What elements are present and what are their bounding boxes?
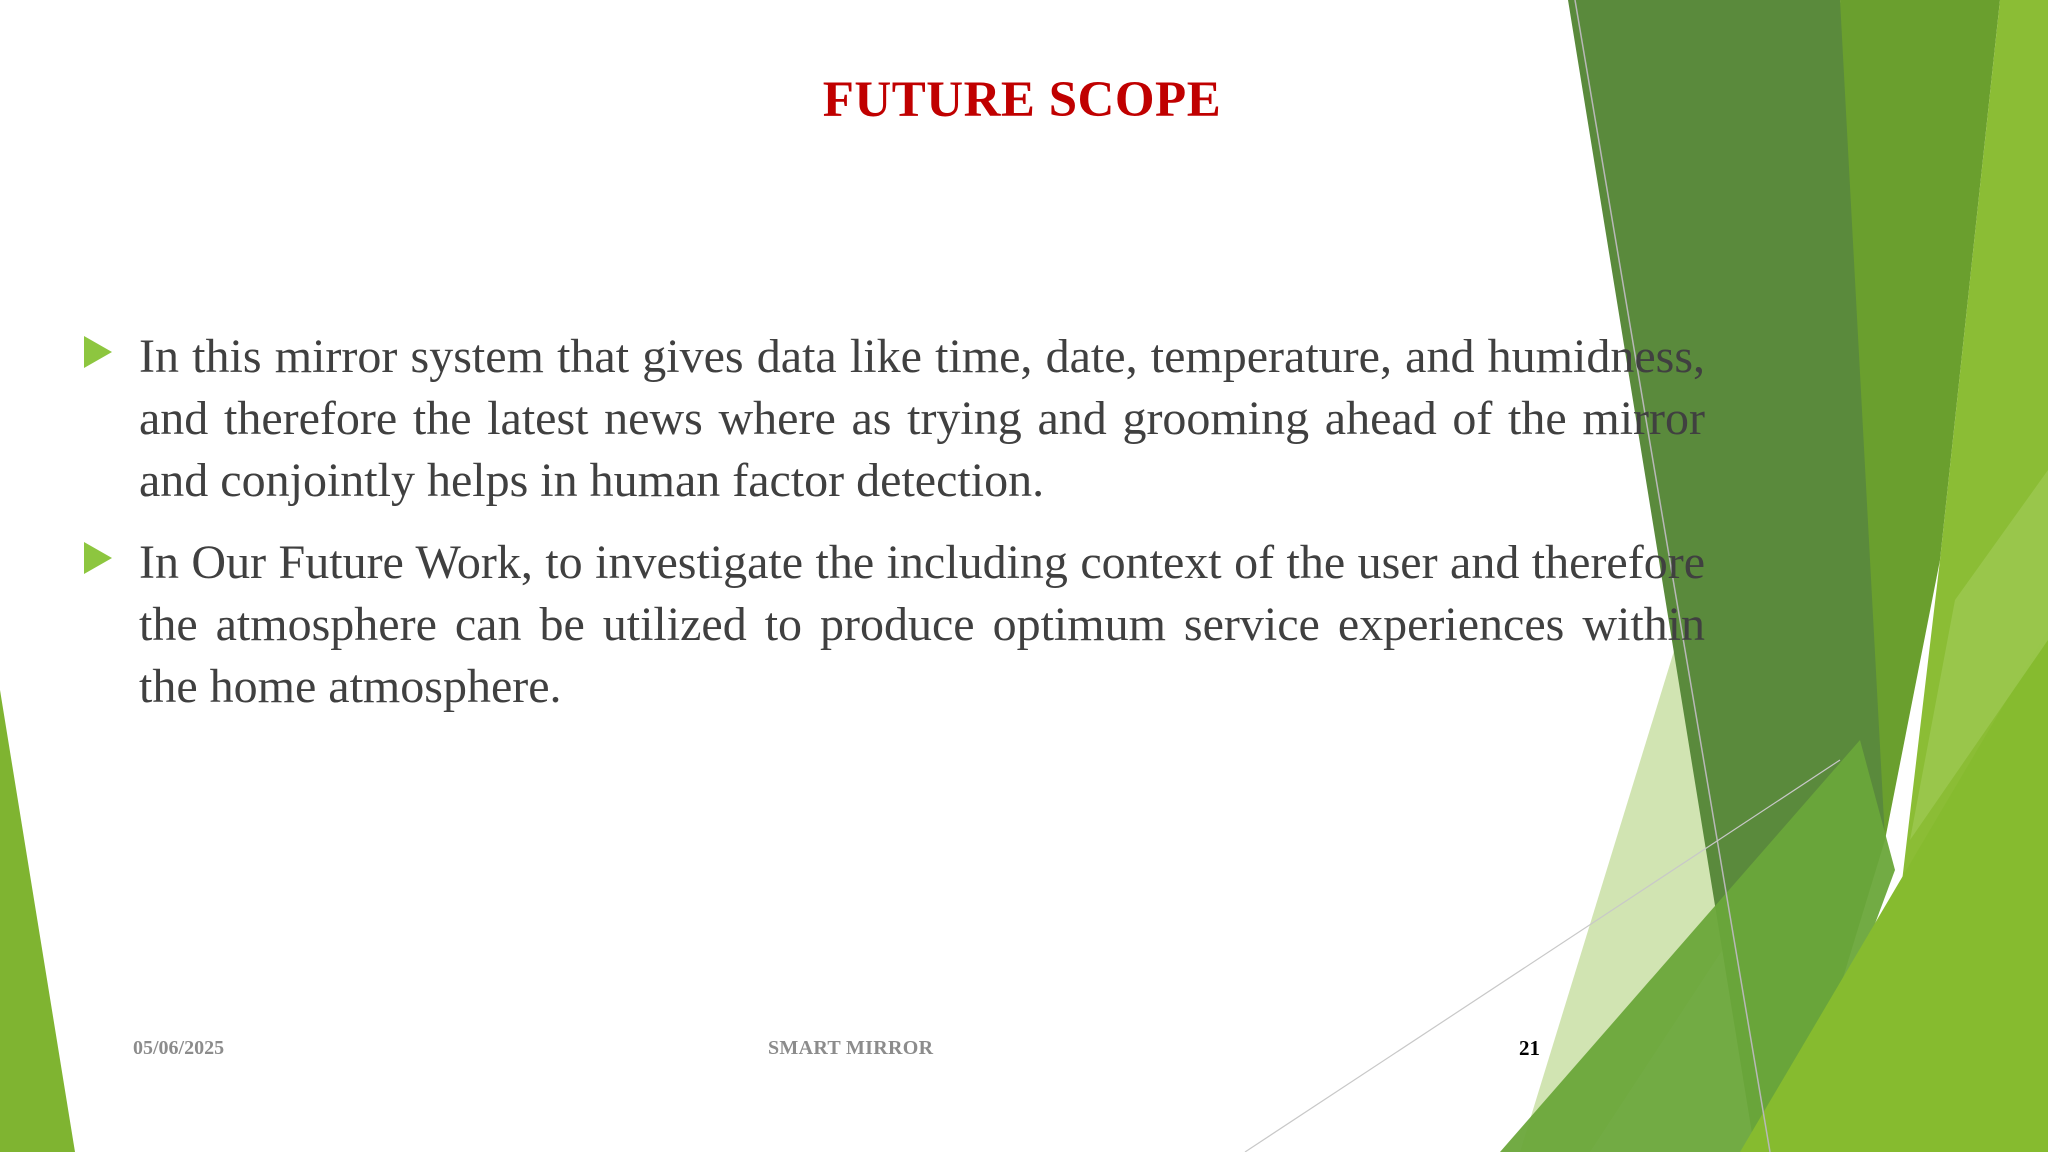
bullet-item (80, 532, 1705, 718)
footer-date: 05/06/2025 (133, 1037, 225, 1059)
bullet-item (80, 326, 1705, 512)
slide-number: 21 (1519, 1036, 1540, 1060)
left-green-sliver (0, 690, 75, 1152)
bullet-text: In this mirror system that gives data like time, date, temperature, and humidness, and therefore the latest news where as trying and grooming ahead of the mirror and conjointly helps in human factor detection. (139, 330, 1705, 507)
slide-title: FUTURE SCOPE (822, 72, 1222, 128)
right-triangle-arrow-icon (84, 336, 112, 368)
right-triangle-arrow-icon (84, 542, 112, 574)
footer-title: SMART MIRROR (768, 1037, 934, 1059)
bullet-list (80, 326, 1705, 738)
bullet-text: In Our Future Work, to investigate the including context of the user and therefore the atmosphere can be utilized to produce optimum service experiences within the home atmosphere. (139, 536, 1705, 713)
